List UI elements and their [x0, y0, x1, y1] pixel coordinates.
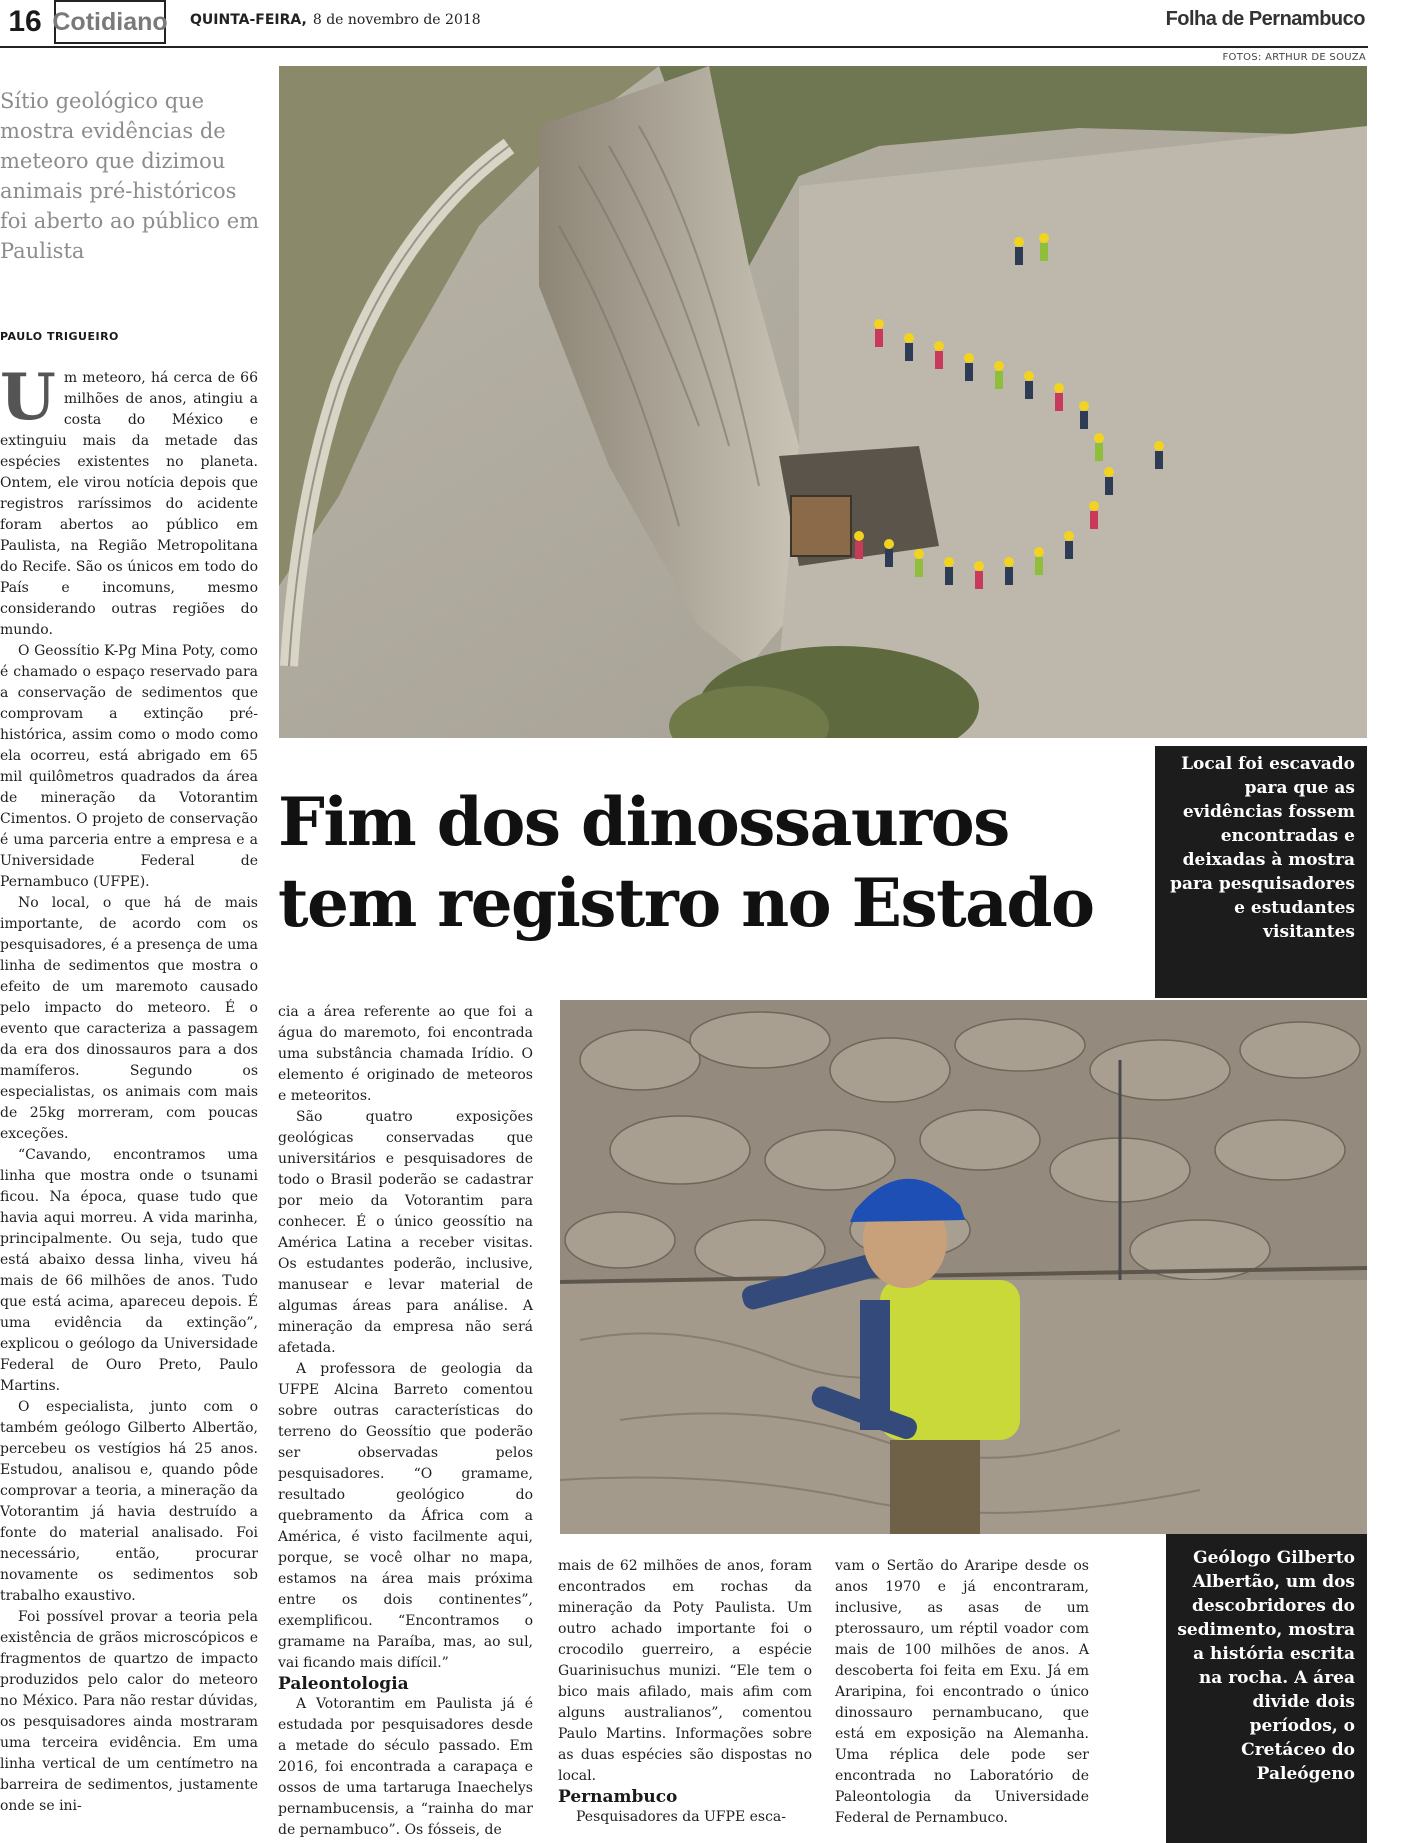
dropcap: U — [0, 360, 56, 435]
article-column-1 — [0, 360, 258, 1817]
article-column-4 — [835, 1556, 1089, 1829]
page-number: 16 — [8, 5, 42, 38]
subhead-pernambuco: Pernambuco — [558, 1787, 678, 1807]
paragraph-11: mais de 62 milhões de anos, foram encontrados em rochas da mineração da Poty Paulista. Um outro achado importante foi o crocodilo guerreiro, a espécie Guarinisuchus munizi. “Ele tem o bico mais afilado, mais afim com alguns australianos”, comentou Paulo Martins. Informações sobre as duas espécies são dispostas no local. — [558, 1558, 812, 1784]
subhead-paleontologia: Paleontologia — [278, 1674, 409, 1694]
paragraph-9: A professora de geologia da UFPE Alcina Barreto comentou sobre outras características do terreno do Geossítio que poderão ser observadas pelos pesquisadores. “O gramame, resultado geológico do quebramento da África com a América, é visto facilmente aqui, porque, se você olhar no mapa, estamos na área mais próxima entre os dois continentes”, exemplificou. “Encontramos o gramame na Paraíba, mas, ao sul, vai ficando mais difícil.” — [278, 1361, 533, 1671]
photo-geologist — [560, 1000, 1367, 1534]
dateline — [190, 12, 481, 28]
article-column-2 — [278, 1002, 533, 1841]
photo-caption-1: Local foi escavado para que as evidências fossem encontradas e deixadas à mostra para pesquisadores e estudantes visitantes — [1155, 746, 1367, 998]
article-lead: Sítio geológico que mostra evidências de meteoro que dizimou animais pré-históricos foi aberto ao público em Paulista — [0, 89, 260, 263]
newspaper-brand: Folha de Pernambuco — [1165, 8, 1365, 30]
paragraph-3: No local, o que há de mais importante, de acordo com os pesquisadores, é a presença de uma linha de sedimentos que mostra o efeito de um maremoto causado pelo impacto do meteoro. É o evento que caracteriza a passagem da era dos dinossauros para a dos mamíferos. Segundo os especialistas, os animais com mais de 25kg morreram, com poucas exceções. — [0, 895, 258, 1142]
excavation-photo-illustration — [279, 66, 1367, 738]
weekday: QUINTA-FEIRA, — [190, 12, 307, 28]
paragraph-2: O Geossítio K-Pg Mina Poty, como é chamado o espaço reservado para a conservação de sedimentos que comprovam a extinção pré-histórica, assim como o modo como ela ocorreu, está abrigado em 65 mil quilômetros quadrados da área de mineração da Votorantim Cimentos. O projeto de conservação é uma parceria entre a empresa e a Universidade Federal de Pernambuco (UFPE). — [0, 643, 258, 890]
headline — [278, 782, 1148, 944]
photo-excavation-site — [279, 66, 1367, 738]
paragraph-8: São quatro exposições geológicas conservadas que universitários e pesquisadores de todo o Brasil poderão se cadastrar por meio da Votorantim para conhecer. É o único geossítio na América Latina a receber visitas. Os estudantes poderão, inclusive, manusear e levar material de algumas áreas para análise. A mineração da empresa não será afetada. — [278, 1109, 533, 1356]
paragraph-4: “Cavando, encontramos uma linha que mostra onde o tsunami ficou. Na época, quase tudo que havia aqui morreu. A vida marinha, principalmente. Ou seja, tudo que está abaixo dessa linha, viveu há mais de 66 milhões de anos. Tudo que está acima, apareceu depois. É uma evidência da extinção”, explicou o geólogo da Universidade Federal de Ouro Preto, Paulo Martins. — [0, 1147, 258, 1394]
header-rule — [0, 46, 1368, 48]
section-label: Cotidiano — [54, 0, 166, 44]
article-column-3 — [558, 1556, 812, 1828]
paragraph-7: cia a área referente ao que foi a água do maremoto, foi encontrada uma substância chamada Irídio. O elemento é originado de meteoros e meteoritos. — [278, 1004, 533, 1104]
paragraph-5: O especialista, junto com o também geólogo Gilberto Albertão, percebeu os vestígios há 25 anos. Estudou, analisou e, quando pôde comprovar a teoria, a mineração da Votorantim já havia destruído a fonte do material analisado. Foi necessário, então, procurar novamente os sedimentos sob trabalho exaustivo. — [0, 1399, 258, 1604]
byline: PAULO TRIGUEIRO — [0, 330, 119, 343]
date: 8 de novembro de 2018 — [312, 12, 481, 28]
paragraph-1: Um meteoro, há cerca de 66 milhões de anos, atingiu a costa do México e extinguiu mais da metade das espécies existentes no planeta. Ontem, ele virou notícia depois que registros raríssimos do acidente foram abertos ao público em Paulista, na Região Metropolitana do Recife. São os únicos em todo do País e incomuns, mesmo considerando outras regiões do mundo. — [0, 360, 258, 638]
geologist-photo-illustration — [560, 1000, 1367, 1534]
headline-line-1: Fim dos dinossauros — [278, 783, 1009, 861]
photo-caption-2: Geólogo Gilberto Albertão, um dos descobridores do sedimento, mostra a história escrita na rocha. A área divide dois períodos, o Cretáceo do Paleógeno — [1166, 1534, 1367, 1843]
headline-line-2: tem registro no Estado — [278, 864, 1094, 942]
paragraph-10: A Votorantim em Paulista já é estudada por pesquisadores desde a metade do século passado. Em 2016, foi encontrada a carapaça e ossos de uma tartaruga Inaechelys pernambucensis, a “rainha do mar de pernambuco”. Os fósseis, de — [278, 1696, 533, 1838]
paragraph-13: vam o Sertão do Araripe desde os anos 1970 e já encontraram, inclusive, as asas de um pterossauro, um réptil voador com mais de 100 milhões de anos. A descoberta foi feita em Exu. Já em Araripina, foi encontrado o único dinossauro pernambucano, que está em exposição na Alemanha. Uma réplica dele pode ser encontrada no Laboratório de Paleontologia da Universidade Federal de Pernambuco. — [835, 1558, 1089, 1826]
paragraph-6: Foi possível provar a teoria pela existência de grãos microscópicos e fragmentos de quartzo de impacto produzidos pelo calor do meteoro no México. Para não restar dúvidas, os pesquisadores ainda mostraram uma terceira evidência. Em uma linha vertical de um centímetro na barreira de sedimentos, justamente onde se ini- — [0, 1609, 258, 1814]
photo-credit: FOTOS: ARTHUR DE SOUZA — [1222, 52, 1366, 63]
paragraph-12: Pesquisadores da UFPE esca- — [576, 1809, 786, 1825]
